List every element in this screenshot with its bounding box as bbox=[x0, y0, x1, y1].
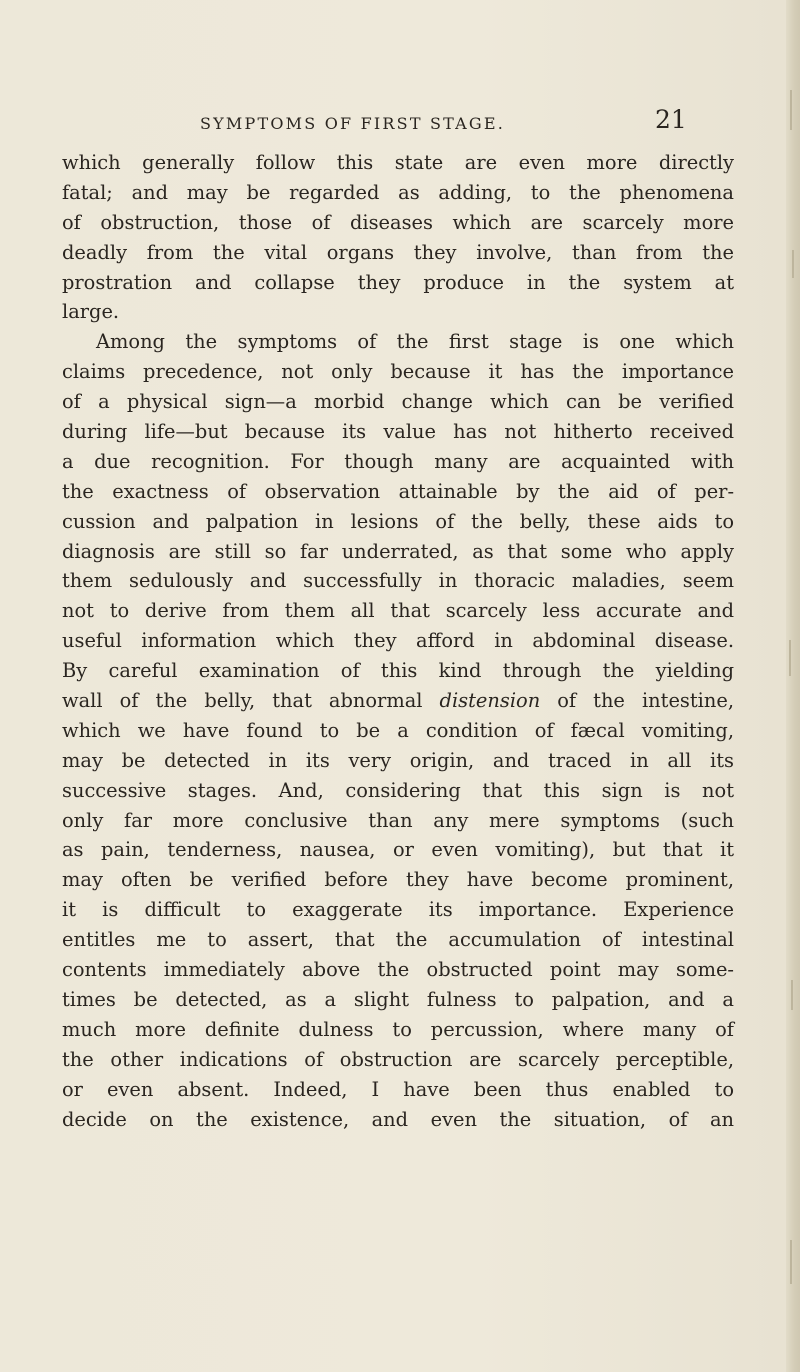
running-head: SYMPTOMS OF FIRST STAGE. bbox=[200, 114, 506, 133]
text-line: By careful examination of this kind through the yielding bbox=[62, 659, 734, 683]
text-line-with-emphasis bbox=[62, 686, 734, 716]
edge-mark bbox=[789, 640, 791, 676]
text-line: entitles me to assert, that the accumulation of intestinal bbox=[62, 928, 734, 952]
text-line: only far more conclusive than any mere symptoms (such bbox=[62, 808, 734, 832]
edge-mark bbox=[791, 980, 793, 1010]
edge-mark bbox=[790, 90, 792, 130]
edge-mark bbox=[792, 250, 794, 278]
text-line: of a physical sign—a morbid change which can be verified bbox=[62, 390, 734, 414]
text-line: decide on the existence, and even the situation, of an bbox=[62, 1107, 734, 1131]
text-segment: of the intestine, bbox=[540, 689, 734, 713]
text-segment: wall of the belly, that abnormal bbox=[62, 689, 440, 713]
paragraph-start-line: Among the symptoms of the first stage is one which bbox=[96, 330, 734, 354]
text-line: or even absent. Indeed, I have been thus enabled to bbox=[62, 1077, 734, 1101]
text-line: useful information which they afford in abdominal disease. bbox=[62, 629, 734, 653]
text-line: fatal; and may be regarded as adding, to the phenomena bbox=[62, 180, 734, 204]
text-line: times be detected, as a slight fulness to palpation, and a bbox=[62, 987, 734, 1011]
text-line: of obstruction, those of diseases which are scarcely more bbox=[62, 210, 734, 234]
text-line: as pain, tenderness, nausea, or even vomiting), but that it bbox=[62, 838, 734, 862]
page-edge bbox=[786, 0, 800, 1372]
italic-emphasis: distension bbox=[439, 689, 541, 713]
text-line: cussion and palpation in lesions of the belly, these aids to bbox=[62, 509, 734, 533]
page-number: 21 bbox=[655, 105, 687, 134]
text-line: claims precedence, not only because it has the importance bbox=[62, 360, 734, 384]
text-line: it is difficult to exaggerate its importance. Experience bbox=[62, 898, 734, 922]
text-line: prostration and collapse they produce in the system at bbox=[62, 270, 734, 294]
text-line: them sedulously and successfully in thoracic maladies, seem bbox=[62, 569, 734, 593]
edge-mark bbox=[790, 1240, 792, 1284]
text-line: a due recognition. For though many are acquainted with bbox=[62, 449, 734, 473]
text-line: which generally follow this state are even more directly bbox=[62, 151, 734, 174]
text-line: during life—but because its value has not hitherto received bbox=[62, 420, 734, 444]
text-line: may often be verified before they have become prominent, bbox=[62, 868, 734, 892]
text-line: may be detected in its very origin, and traced in all its bbox=[62, 748, 734, 772]
text-line: successive stages. And, considering that this sign is not bbox=[62, 778, 734, 802]
text-line: contents immediately above the obstructed point may some- bbox=[62, 958, 734, 982]
text-line: the other indications of obstruction are scarcely perceptible, bbox=[62, 1047, 734, 1071]
text-line: large. bbox=[62, 300, 120, 324]
text-line: the exactness of observation attainable by the aid of per- bbox=[62, 479, 734, 503]
text-line: not to derive from them all that scarcely less accurate and bbox=[62, 599, 734, 623]
text-line: deadly from the vital organs they involve, than from the bbox=[62, 240, 734, 264]
text-line: which we have found to be a condition of fæcal vomiting, bbox=[62, 718, 734, 742]
body-text bbox=[62, 148, 734, 1134]
text-line: diagnosis are still so far underrated, as that some who apply bbox=[62, 539, 734, 563]
text-line: much more definite dulness to percussion, where many of bbox=[62, 1017, 734, 1041]
